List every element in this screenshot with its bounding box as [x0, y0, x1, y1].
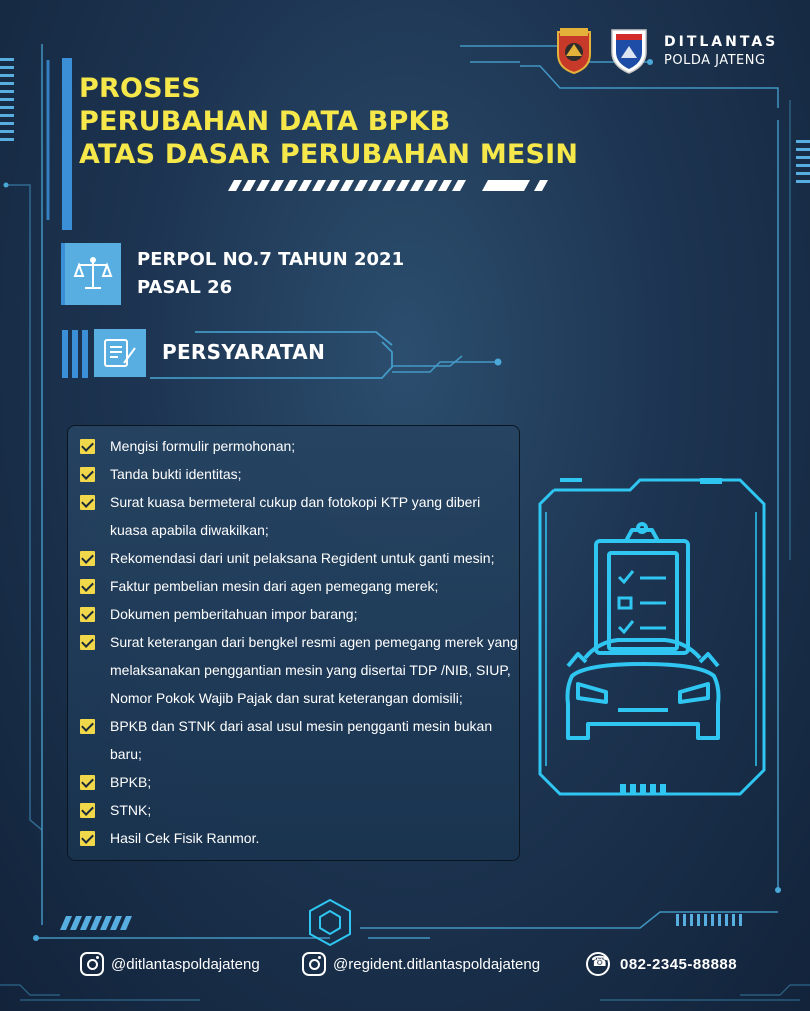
instagram-handle-1[interactable]: @ditlantaspoldajateng [111, 955, 260, 973]
requirement-text: BPKB; [110, 774, 152, 790]
law-line-1: PERPOL NO.7 TAHUN 2021 [137, 249, 405, 270]
title-line-1: PROSES [79, 73, 202, 104]
requirement-text: Surat keterangan dari bengkel resmi agen pemegang merek yang melaksanakan penggantian mesin yang disertai TDP /NIB, SIUP, Nomor Pokok Wajib Pajak dan surat keterangan domisili; [110, 634, 518, 706]
persyaratan-heading: PERSYARATAN [162, 340, 326, 364]
requirement-item [78, 432, 518, 460]
requirement-item [78, 544, 518, 572]
checkbox-checked-icon [80, 439, 95, 454]
instagram-icon [302, 952, 326, 976]
checkbox-checked-icon [80, 551, 95, 566]
law-line-2: PASAL 26 [137, 277, 233, 298]
checkbox-checked-icon [80, 607, 95, 622]
requirement-item [78, 824, 518, 852]
requirement-item [78, 768, 518, 796]
page-title [79, 72, 578, 171]
requirements-list [78, 432, 518, 852]
footer-instagram-2[interactable] [302, 952, 540, 976]
requirement-text: Tanda bukti identitas; [110, 466, 242, 482]
requirement-text: BPKB dan STNK dari asal usul mesin pengganti mesin bukan baru; [110, 718, 493, 762]
checkbox-checked-icon [80, 495, 95, 510]
brand-name [664, 34, 778, 68]
checkbox-checked-icon [80, 635, 95, 650]
title-line-3: ATAS DASAR PERUBAHAN MESIN [79, 139, 579, 170]
footer-instagram-1[interactable] [80, 952, 260, 976]
title-accent-bar [62, 58, 72, 230]
checkbox-checked-icon [80, 831, 95, 846]
requirement-item [78, 488, 518, 544]
requirement-item [78, 796, 518, 824]
requirement-text: Dokumen pemberitahuan impor barang; [110, 606, 358, 622]
whatsapp-icon [586, 952, 610, 976]
requirement-text: STNK; [110, 802, 152, 818]
instagram-icon [80, 952, 104, 976]
checkbox-checked-icon [80, 803, 95, 818]
requirement-item [78, 460, 518, 488]
requirement-text: Rekomendasi dari unit pelaksana Regident untuk ganti mesin; [110, 550, 495, 566]
title-line-2: PERUBAHAN DATA BPKB [79, 106, 451, 137]
brand-name-top: DITLANTAS [664, 34, 779, 50]
requirement-text: Surat kuasa bermeteral cukup dan fotokopi KTP yang diberi kuasa apabila diwakilkan; [110, 494, 481, 538]
instagram-handle-2[interactable]: @regident.ditlantaspoldajateng [333, 955, 541, 973]
document-pen-icon [94, 329, 146, 377]
requirement-item [78, 712, 518, 768]
scale-of-justice-icon [65, 243, 121, 305]
whatsapp-number[interactable]: 082-2345-88888 [620, 955, 738, 973]
requirement-text: Hasil Cek Fisik Ranmor. [110, 830, 260, 846]
checkbox-checked-icon [80, 467, 95, 482]
requirement-item [78, 600, 518, 628]
requirement-text: Faktur pembelian mesin dari agen pemegang merek; [110, 578, 439, 594]
brand-name-bottom: POLDA JATENG [664, 53, 766, 68]
checkbox-checked-icon [80, 775, 95, 790]
requirement-item [78, 628, 518, 712]
requirement-item [78, 572, 518, 600]
checkbox-checked-icon [80, 719, 95, 734]
footer-whatsapp[interactable] [586, 952, 737, 976]
requirements-box [67, 425, 520, 861]
requirement-text: Mengisi formulir permohonan; [110, 438, 296, 454]
checkbox-checked-icon [80, 579, 95, 594]
jawa-tengah-logo [556, 26, 592, 78]
law-reference [137, 246, 404, 302]
persyaratan-stripes [62, 330, 94, 378]
lalu-lintas-logo [609, 26, 649, 78]
